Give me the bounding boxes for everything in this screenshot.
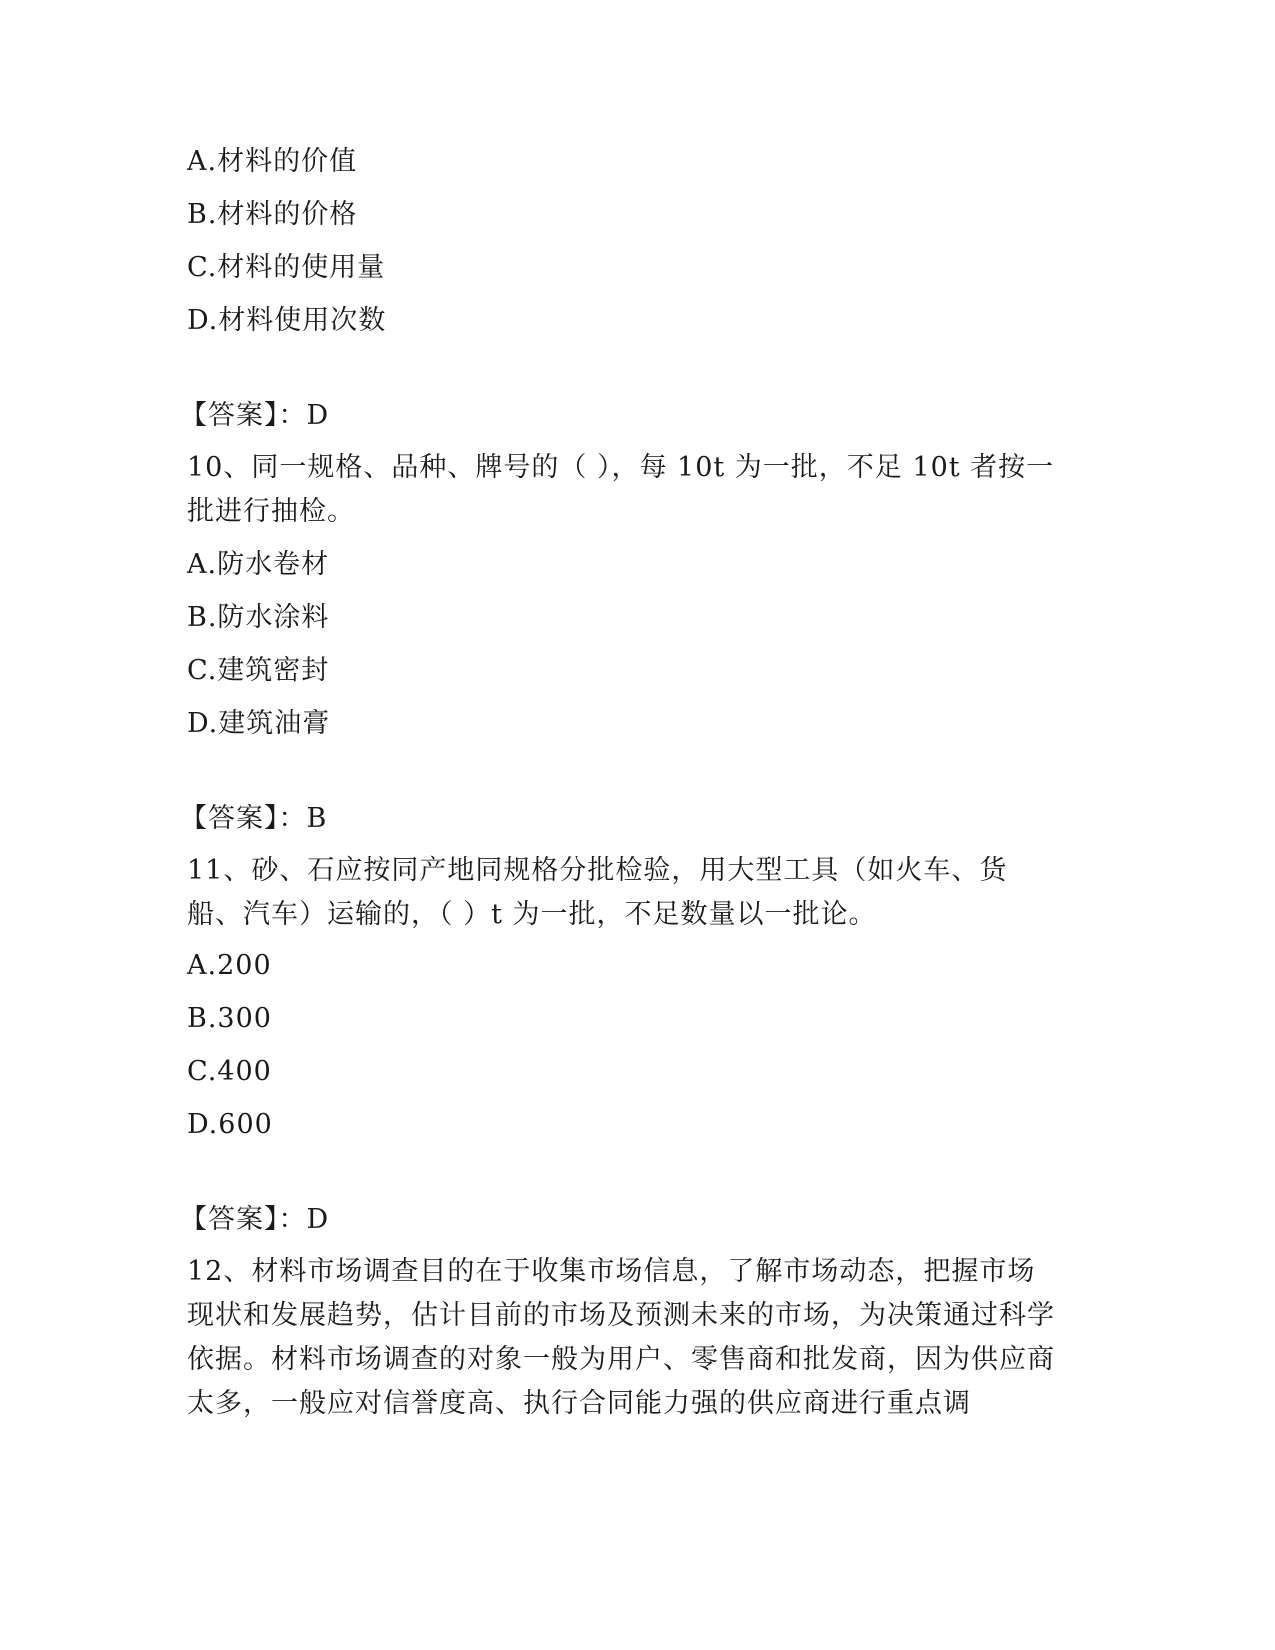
q9-answer: 【答案】：D	[180, 400, 330, 431]
q9-option-c: C.材料的使用量	[187, 252, 386, 283]
q10-option-a: A.防水卷材	[187, 549, 330, 580]
q11-option-a: A.200	[187, 950, 272, 981]
q10-option-b: B.防水涂料	[187, 602, 330, 633]
q10-option-d: D.建筑油膏	[187, 708, 331, 739]
q10-answer: 【答案】：B	[180, 803, 328, 834]
q11-option-b: B.300	[187, 1003, 272, 1034]
q9-option-a: A.材料的价值	[187, 146, 358, 177]
q11-option-d: D.600	[187, 1109, 273, 1140]
q11-option-c: C.400	[187, 1056, 272, 1087]
q11-answer: 【答案】：D	[180, 1204, 330, 1235]
q9-option-d: D.材料使用次数	[187, 305, 387, 336]
q10-question: 10、同一规格、品种、牌号的（ ），每 10t 为一批，不足 10t 者按一批进行抽检。	[187, 452, 1055, 527]
q12-question: 12、材料市场调查目的在于收集市场信息，了解市场动态，把握市场现状和发展趋势，估计目前的市场及预测未来的市场，为决策通过科学依据。材料市场调查的对象一般为用户、零售商和批发商，因为供应商太多，一般应对信誉度高、执行合同能力强的供应商进行重点调	[187, 1256, 1055, 1419]
q9-option-b: B.材料的价格	[187, 199, 358, 230]
q10-option-c: C.建筑密封	[187, 655, 330, 686]
q11-question: 11、砂、石应按同产地同规格分批检验，用大型工具（如火车、货船、汽车）运输的，（ ）t 为一批，不足数量以一批论。	[187, 855, 1008, 930]
